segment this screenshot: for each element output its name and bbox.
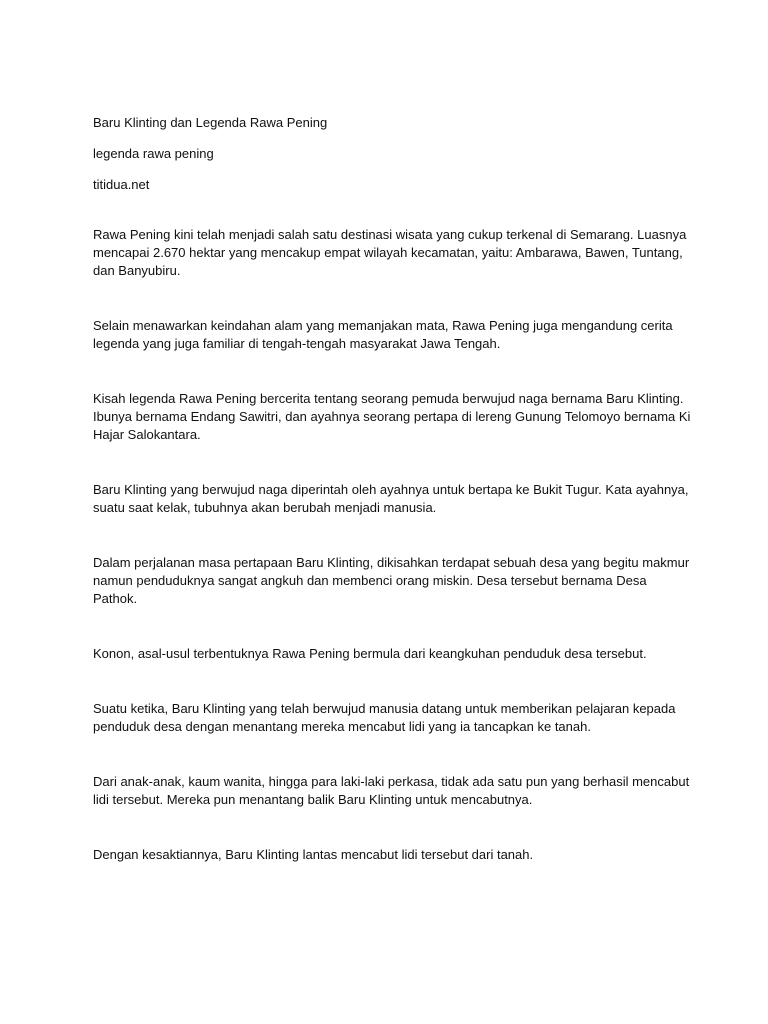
- paragraph: Dari anak-anak, kaum wanita, hingga para laki-laki perkasa, tidak ada satu pun yang berhasil mencabut lidi tersebut. Mereka pun menantang balik Baru Klinting untuk mencabutnya.: [93, 774, 690, 807]
- paragraph: Rawa Pening kini telah menjadi salah satu destinasi wisata yang cukup terkenal di Semarang. Luasnya mencapai 2.670 hektar yang mencakup empat wilayah kecamatan, yaitu: Ambarawa, Bawen, Tuntang, dan Banyubiru.: [93, 227, 687, 278]
- paragraph: Selain menawarkan keindahan alam yang memanjakan mata, Rawa Pening juga mengandung cerita legenda yang juga familiar di tengah-tengah masyarakat Jawa Tengah.: [93, 318, 673, 351]
- document-header: [93, 114, 693, 194]
- paragraph: Dalam perjalanan masa pertapaan Baru Klinting, dikisahkan terdapat sebuah desa yang begitu makmur namun penduduknya sangat angkuh dan membenci orang miskin. Desa tersebut bernama Desa Pathok.: [93, 555, 690, 606]
- paragraph: Konon, asal-usul terbentuknya Rawa Pening bermula dari keangkuhan penduduk desa tersebut.: [93, 646, 647, 661]
- document-source: titidua.net: [93, 177, 150, 192]
- paragraph: Baru Klinting yang berwujud naga diperintah oleh ayahnya untuk bertapa ke Bukit Tugur. Kata ayahnya, suatu saat kelak, tubuhnya akan berubah menjadi manusia.: [93, 482, 689, 515]
- document-body: [93, 114, 693, 901]
- document-subtitle: legenda rawa pening: [93, 146, 214, 161]
- paragraph: Suatu ketika, Baru Klinting yang telah berwujud manusia datang untuk memberikan pelajaran kepada penduduk desa dengan menantang mereka mencabut lidi yang ia tancapkan ke tanah.: [93, 701, 676, 734]
- paragraph: Kisah legenda Rawa Pening bercerita tentang seorang pemuda berwujud naga bernama Baru Klinting. Ibunya bernama Endang Sawitri, dan ayahnya seorang pertapa di lereng Gunung Telomoyo bernama Ki Hajar Salokantara.: [93, 391, 691, 442]
- paragraph: Dengan kesaktiannya, Baru Klinting lantas mencabut lidi tersebut dari tanah.: [93, 847, 534, 862]
- document-title: Baru Klinting dan Legenda Rawa Pening: [93, 115, 328, 130]
